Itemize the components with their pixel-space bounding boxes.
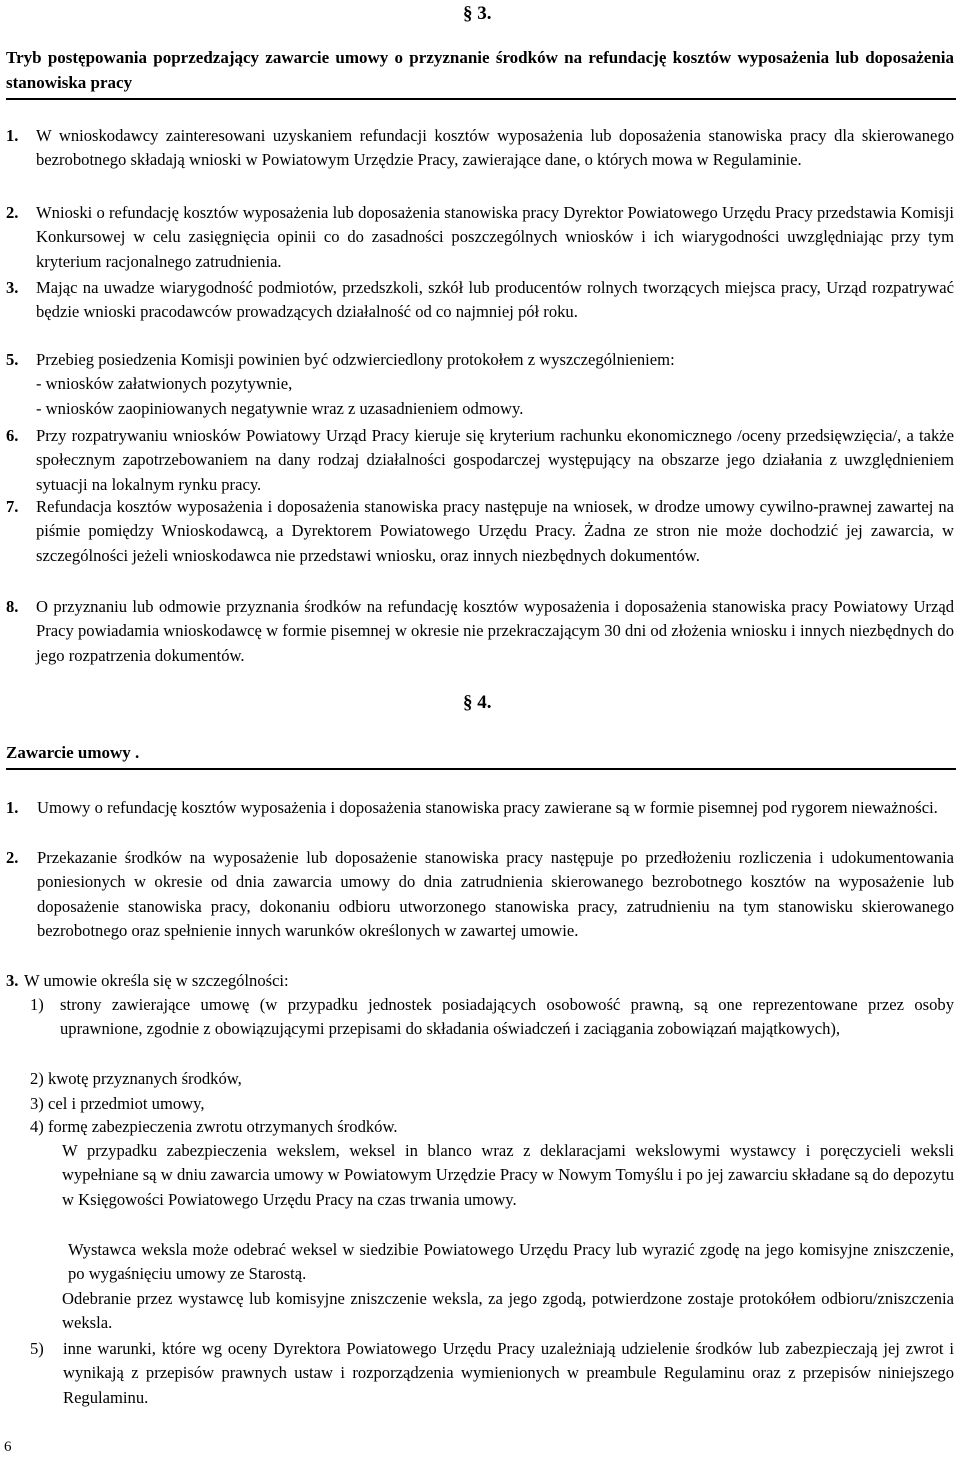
item-text: Umowy o refundację kosztów wyposażenia i doposażenia stanowiska pracy zawierane są w formie pisemnej pod rygorem nieważności.	[37, 798, 938, 817]
item-number: 3.	[6, 971, 19, 990]
subitem-5	[30, 1337, 954, 1410]
subitem-text: cel i przedmiot umowy,	[47, 1094, 205, 1113]
subitem-number: 1)	[30, 995, 44, 1014]
subitem-text: kwotę przyznanych środków,	[47, 1069, 242, 1088]
item-text: W umowie określa się w szczególności:	[24, 971, 289, 990]
item-text: O przyznaniu lub odmowie przyznania środków na refundację kosztów wyposażenia i doposażenia stanowiska pracy Powiatowy Urząd Pracy powiadamia wnioskodawcę w formie pisemnej w okresie nie przekraczającym 30 dni od złożenia wniosku i innych niezbędnych do jego rozpatrzenia dokumentów.	[36, 597, 954, 665]
item-number: 3.	[6, 278, 19, 297]
subitem-text: formę zabezpieczenia zwrotu otrzymanych środków.	[47, 1117, 398, 1136]
section-3-item-2	[6, 201, 954, 274]
subitem-number: 2)	[30, 1069, 44, 1088]
subitem-number: 4)	[30, 1117, 44, 1136]
section-4-marker: § 4.	[463, 692, 492, 713]
item-text: Mając na uwadze wiarygodność podmiotów, przedszkoli, szkół lub producentów rolnych tworzących miejsca pracy, Urząd rozpatrywać będzie wnioski pracodawców prowadzących działalność od co najmniej pół roku.	[36, 278, 954, 322]
item-number: 8.	[6, 597, 19, 616]
item-number: 7.	[6, 497, 19, 516]
subitem-1	[30, 993, 954, 1042]
item-text: Przy rozpatrywaniu wniosków Powiatowy Urząd Pracy kieruje się kryterium rachunku ekonomicznego /oceny przedsięwzięcia/, a także społecznym zapotrzebowaniem na dany rodzaj działalności gospodarczej występujący na obszarze jego działania z uwzględnieniem sytuacji na lokalnym rynku pracy.	[36, 426, 954, 494]
section-3-item-5	[6, 348, 954, 421]
item-number: 2.	[6, 203, 19, 222]
item-number: 5.	[6, 350, 19, 369]
section-4-item-3	[6, 969, 954, 993]
section-4-item-2	[6, 846, 954, 944]
item-number: 6.	[6, 426, 19, 445]
item-number: 2.	[6, 848, 19, 867]
item-text: Wnioski o refundację kosztów wyposażenia lub doposażenia stanowiska pracy Dyrektor Powiatowego Urzędu Pracy przedstawia Komisji Konkursowej w celu zasięgnięcia opinii co do zasadności poszczególnych wniosków i ich wiarygodności uwzględniając przy tym kryterium racjonalnego zatrudnienia.	[36, 203, 954, 271]
section-3-item-1	[6, 124, 954, 173]
item-line: - wniosków zaopiniowanych negatywnie wraz z uzasadnieniem odmowy.	[36, 398, 524, 418]
subitem-2	[30, 1067, 954, 1091]
subitem-text: strony zawierające umowę (w przypadku jednostek posiadających osobowość prawną, są one reprezentowane przez osoby uprawnione, zgodnie z obowiązującymi przepisami do składania oświadczeń i zaciągania zobowiązań majątkowych),	[60, 995, 954, 1039]
section-3-item-8	[6, 595, 954, 668]
collateral-paragraph-3: Odebranie przez wystawcę lub komisyjne zniszczenie weksla, za jego zgodą, potwierdzone zostaje protokółem odbioru/zniszczenia weksla.	[62, 1289, 954, 1333]
item-line: - wniosków załatwionych pozytywnie,	[36, 374, 293, 394]
section-3-item-7	[6, 495, 954, 568]
subitem-number: 3)	[30, 1094, 44, 1113]
item-number: 1.	[6, 798, 19, 817]
item-number: 1.	[6, 126, 19, 145]
section-3-divider	[6, 98, 956, 100]
item-text: Przekazanie środków na wyposażenie lub doposażenie stanowiska pracy następuje po przedłożeniu rozliczenia i udokumentowania poniesionych w okresie od dnia zawarcia umowy do dnia zatrudnienia skierowanego bezrobotnego kosztów na wyposażenie lub doposażenie stanowiska pracy, dokonaniu odbioru utworzonego stanowiska pracy, zatrudnieniu na tym stanowisku skierowanego bezrobotnego oraz spełnienie innych warunków określonych w zawartej umowie.	[37, 848, 954, 941]
section-3-title: Tryb postępowania poprzedzający zawarcie umowy o przyznanie środków na refundację kosztów wyposażenia lub doposażenia stanowiska pracy	[6, 48, 954, 92]
item-text: Przebieg posiedzenia Komisji powinien być odzwierciedlony protokołem z wyszczególnieniem:	[36, 350, 675, 369]
section-4-title: Zawarcie umowy .	[6, 743, 140, 762]
section-3-marker: § 3.	[463, 3, 492, 24]
collateral-paragraph-1: W przypadku zabezpieczenia wekslem, weksel in blanco wraz z deklaracjami wekslowymi wystawcy i poręczycieli weksli wypełniane są w dniu zawarcia umowy w Powiatowym Urzędzie Pracy w Nowym Tomyślu i po jej zawarciu składane są do depozytu w Księgowości Powiatowego Urzędu Pracy na czas trwania umowy.	[62, 1141, 954, 1209]
subitem-3	[30, 1092, 954, 1116]
subitem-text: inne warunki, które wg oceny Dyrektora Powiatowego Urzędu Pracy uzależniają udzielenie środków lub zabezpieczają jej zwrot i wynikają z przepisów prawnych ustaw i rozporządzenia wymienionych w preambule Regulaminu oraz z przepisów niniejszego Regulaminu.	[63, 1339, 954, 1407]
subitem-number: 5)	[30, 1339, 44, 1358]
page-number: 6	[4, 1439, 12, 1455]
section-3-item-3	[6, 276, 954, 325]
section-4-item-1	[6, 796, 954, 820]
collateral-paragraph-2: Wystawca weksla może odebrać weksel w siedzibie Powiatowego Urzędu Pracy lub wyrazić zgodę na jego komisyjne zniszczenie, po wygaśnięciu umowy ze Starostą.	[68, 1240, 954, 1284]
subitem-4	[30, 1115, 954, 1139]
item-text: W wnioskodawcy zainteresowani uzyskaniem refundacji kosztów wyposażenia lub doposażenia stanowiska pracy dla skierowanego bezrobotnego składają wnioski w Powiatowym Urzędzie Pracy, zawierające dane, o których mowa w Regulaminie.	[36, 126, 954, 170]
item-text: Refundacja kosztów wyposażenia i doposażenia stanowiska pracy następuje na wniosek, w drodze umowy cywilno-prawnej zawartej na piśmie pomiędzy Wnioskodawcą, a Dyrektorem Powiatowego Urzędu Pracy. Żadna ze stron nie może dochodzić jej zawarcia, w szczególności jeżeli wnioskodawca nie przedstawi wniosku, oraz innych niezbędnych dokumentów.	[36, 497, 954, 565]
section-3-item-6	[6, 424, 954, 497]
section-4-divider	[6, 768, 956, 770]
